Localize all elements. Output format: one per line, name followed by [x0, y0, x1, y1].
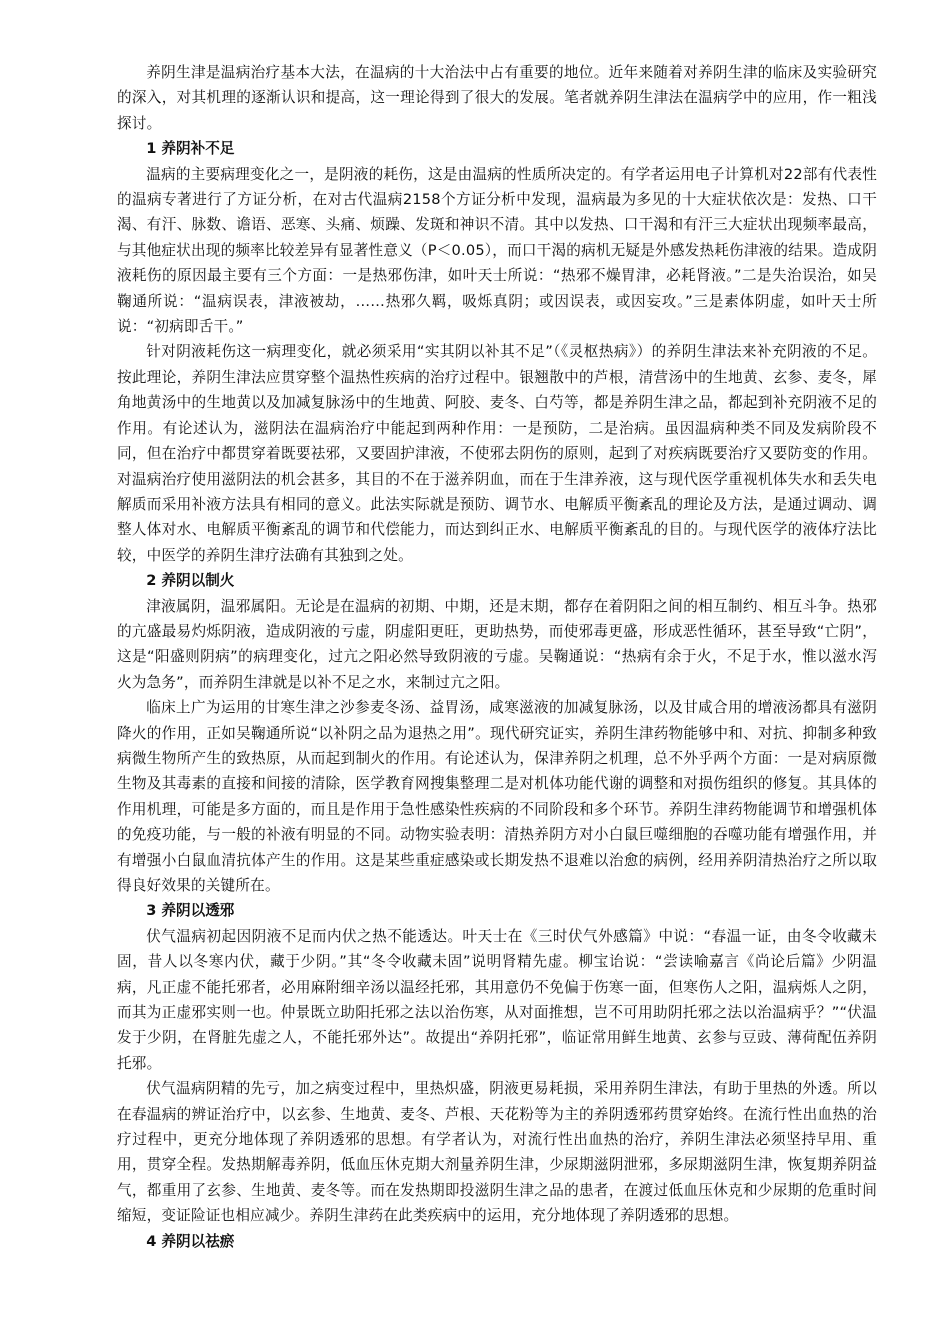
document-body [117, 60, 877, 1254]
paragraph: 津液属阴，温邪属阳。无论是在温病的初期、中期，还是末期，都存在着阴阳之间的相互制约、相互斗争。热邪的亢盛最易灼烁阴液，造成阴液的亏虚，阴虚阳更旺，更助热势，而使邪毒更盛，形成恶性循环，甚至导致“亡阴”，这是“阳盛则阴病”的病理变化，过亢之阳必然导致阴液的亏虚。吴鞠通说：“热病有余于火，不足于水，惟以滋水泻火为急务”，而养阴生津就是以补不足之水，来制过亢之阳。 [117, 597, 877, 691]
paragraph: 针对阴液耗伤这一病理变化，就必须采用“实其阴以补其不足”（《灵枢热病》）的养阴生津法来补充阴液的不足。按此理论，养阴生津法应贯穿整个温热性疾病的治疗过程中。银翘散中的芦根，清营汤中的生地黄、玄参、麦冬，犀角地黄汤中的生地黄以及加减复脉汤中的生地黄、阿胶、麦冬、白芍等，都是养阴生津之品，都起到补充阴液不足的作用。有论述认为，滋阴法在温病治疗中能起到两种作用：一是预防，二是治病。虽因温病种类不同及发病阶段不同，但在治疗中都贯穿着既要祛邪，又要固护津液，不使邪去阴伤的原则，起到了对疾病既要治疗又要防变的作用。对温病治疗使用滋阴法的机会甚多，其目的不在于滋养阴血，而在于生津养液，这与现代医学重视机体失水和丢失电解质而采用补液方法具有相同的意义。此法实际就是预防、调节水、电解质平衡紊乱的理论及方法，是通过调动、调整人体对水、电解质平衡紊乱的调节和代偿能力，而达到纠正水、电解质平衡紊乱的目的。与现代医学的液体疗法比较，中医学的养阴生津疗法确有其独到之处。 [117, 343, 877, 564]
paragraph: 温病的主要病理变化之一，是阴液的耗伤，这是由温病的性质所决定的。有学者运用电子计算机对22部有代表性的温病专著进行了方证分析，在对古代温病2158个方证分析中发现，温病最为多见的十大症状依次是：发热、口干渴、有汗、脉数、谵语、恶寒、头痛、烦躁、发斑和神识不清。其中以发热、口干渴和有汗三大症状出现频率最高，与其他症状出现的频率比较差异有显著性意义（P＜0.05），而口干渴的病机无疑是外感发热耗伤津液的结果。造成阴液耗伤的原因最主要有三个方面：一是热邪伤津，如叶天士所说：“热邪不燥胃津，必耗肾液。”二是失治误治，如吴鞠通所说：“温病误表，津液被劫，……热邪久羁，吸烁真阴；或因误表，或因妄攻。”三是素体阴虚，如叶天士所说：“初病即舌干。” [117, 165, 877, 336]
paragraph-intro: 养阴生津是温病治疗基本大法，在温病的十大治法中占有重要的地位。近年来随着对养阴生津的临床及实验研究的深入，对其机理的逐渐认识和提高，这一理论得到了很大的发展。笔者就养阴生津法在温病学中的应用，作一粗浅探讨。 [117, 64, 877, 132]
section-heading-3: 3 养阴以透邪 [146, 902, 235, 920]
paragraph: 伏气温病初起因阴液不足而内伏之热不能透达。叶天士在《三时伏气外感篇》中说：“春温一证，由冬令收藏未固，昔人以冬寒内伏，藏于少阴。”其“冬令收藏未固”说明肾精先虚。柳宝诒说：“尝读喻嘉言《尚论后篇》少阴温病，凡正虚不能托邪者，必用麻附细辛汤以温经托邪，其用意仍不免偏于伤寒一面，但寒伤人之阳，温病烁人之阴，而其为正虚邪实则一也。仲景既立助阳托邪之法以治伤寒，从对面推想，岂不可用助阴托邪之法以治温病乎？”“伏温发于少阴，在肾脏先虚之人，不能托邪外达”。故提出“养阴托邪”，临证常用鲜生地黄、玄参与豆豉、薄荷配伍养阴托邪。 [117, 927, 877, 1072]
section-heading-2: 2 养阴以制火 [146, 572, 235, 590]
paragraph: 伏气温病阴精的先亏，加之病变过程中，里热炽盛，阴液更易耗损，采用养阴生津法，有助于里热的外透。所以在春温病的辨证治疗中，以玄参、生地黄、麦冬、芦根、天花粉等为主的养阴透邪药贯穿始终。在流行性出血热的治疗过程中，更充分地体现了养阴透邪的思想。有学者认为，对流行性出血热的治疗，养阴生津法必须坚持早用、重用，贯穿全程。发热期解毒养阴，低血压休克期大剂量养阴生津，少尿期滋阴泄邪，多尿期滋阴生津，恢复期养阴益气，都重用了玄参、生地黄、麦冬等。而在发热期即投滋阴生津之品的患者，在渡过低血压休克和少尿期的危重时间缩短，变证险证也相应减少。养阴生津药在此类疾病中的运用，充分地体现了养阴透邪的思想。 [117, 1080, 877, 1225]
paragraph: 临床上广为运用的甘寒生津之沙参麦冬汤、益胃汤，咸寒滋液的加减复脉汤，以及甘咸合用的增液汤都具有滋阴降火的作用，正如吴鞠通所说“以补阴之品为退热之用”。现代研究证实，养阴生津药物能够中和、对抗、抑制多种致病微生物所产生的致热原，从而起到制火的作用。有论述认为，保津养阴之机理，总不外乎两个方面：一是对病原微生物及其毒素的直接和间接的清除，医学教育网搜集整理二是对机体功能代谢的调整和对损伤组织的修复。其具体的作用机理，可能是多方面的，而且是作用于急性感染性疾病的不同阶段和多个环节。养阴生津药物能调节和增强机体的免疫功能，与一般的补液有明显的不同。动物实验表明：清热养阴方对小白鼠巨噬细胞的吞噬功能有增强作用，并有增强小白鼠血清抗体产生的作用。这是某些重症感染或长期发热不退难以治愈的病例，经用养阴清热治疗之所以取得良好效果的关键所在。 [117, 699, 877, 894]
section-heading-4: 4 养阴以祛瘀 [146, 1232, 235, 1250]
section-heading-1: 1 养阴补不足 [146, 140, 235, 158]
